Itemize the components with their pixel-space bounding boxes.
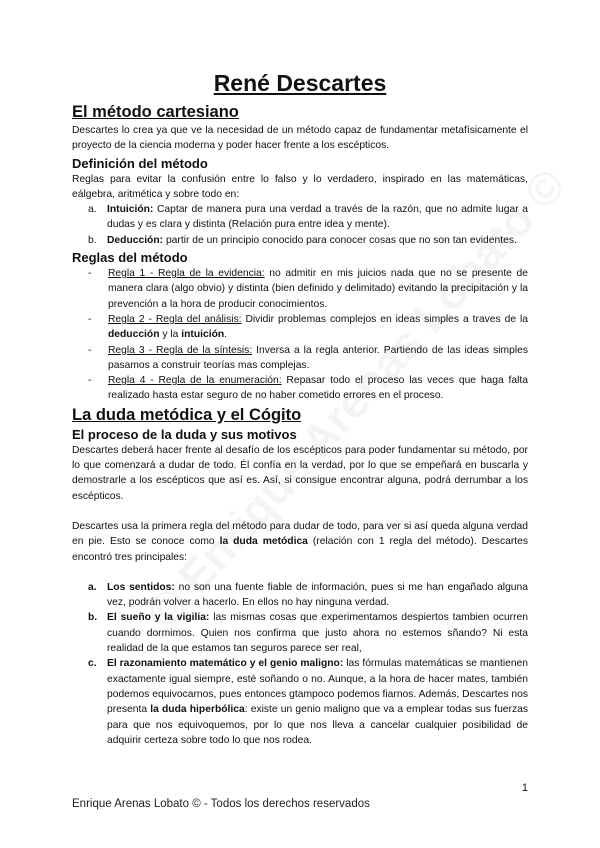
item-text: : existe un genio maligno que va a emplear todas sus fuerzas para que nos equivoquemos, por lo que nos lleva a cancelar cualquier posibilidad de adquirir certeza sobre todo lo que nos rodea.: [107, 704, 528, 746]
list-item: [72, 580, 528, 611]
list-marker: -: [88, 268, 92, 280]
motives-list: [72, 580, 528, 748]
paragraph: Descartes deberá hacer frente al desafío de los escépticos para poder fundamentar su método, por lo que comenzará a dudar de todo. Él confía en la verdad, por lo que se empeñará en buscarla y demostrarle a los escépticos que así es. Así, si consigue encontrar alguna, podrá derrumbar a los escépticos.: [72, 444, 528, 502]
item-text: y la: [159, 329, 182, 341]
item-text: las mismas cosas que experimentamos despiertos tambien ocurren cuando dormimos. Quien nos confirma que justo ahora no estemos sñando? Ni esta realidad de la que estamos tan seguros parece ser real,: [107, 612, 528, 655]
term: El razonamiento matemático y el genio maligno:: [107, 658, 344, 670]
item-text: Captar de manera pura una verdad a través de la razón, que no admite lugar a dudas y es clara y distinta (Relación pura entre idea y mente).: [107, 204, 528, 231]
rules-list: [72, 266, 528, 404]
item-text: partir de un principio conocido para conocer cosas que no son tan evidentes.: [163, 234, 517, 246]
paragraph: [72, 519, 528, 565]
bold-term: la duda metódica: [219, 536, 308, 548]
list-item: [72, 202, 528, 233]
list-item: [72, 373, 528, 404]
bold-term: la duda hiperbólica: [150, 704, 245, 716]
item-text: las fórmulas matemáticas se mantienen exactamente igual siempre, esté soñando o no. Aunque, a la hora de hacer mates, también podemos equivocarnos, pues entonces gtampoco podemos fiarnos. Además, Descartes nos presenta: [107, 658, 529, 716]
list-marker: -: [88, 344, 92, 356]
item-text: .: [224, 329, 228, 341]
subheading-reglas: Reglas del método: [72, 250, 188, 266]
page-content: [72, 70, 528, 748]
item-text: Inversa a la regla anterior. Partiendo de las ideas simples pasamos a construir teorías mas complejas.: [108, 344, 528, 371]
page-footer: Enrique Arenas Lobato © - Todos los derechos reservados: [72, 798, 370, 810]
spacer: [72, 565, 528, 580]
term: Deducción:: [107, 234, 164, 246]
list-item: [72, 312, 528, 343]
list-item: [72, 656, 528, 748]
list-item: [72, 266, 528, 312]
bold-term: deducción: [108, 329, 160, 341]
page-title: René Descartes: [213, 70, 387, 96]
term: El sueño y la vigilia:: [107, 612, 210, 624]
list-marker: -: [88, 375, 92, 387]
item-text: no son una fuente fiable de información, pues si me han engañado alguna vez, podrán volver a hacerlo. En ellos no hay ninguna verdad.: [107, 581, 528, 609]
subheading-proceso: El proceso de la duda y sus motivos: [72, 426, 297, 442]
rule-label: Regla 1 - Regla de la evidencia:: [108, 268, 265, 280]
rule-label: Regla 4 - Regla de la enumeración:: [108, 375, 282, 387]
list-marker: b.: [88, 234, 97, 246]
spacer: [72, 504, 528, 519]
item-text: Dividir problemas complejos en ideas simples a traves de la: [241, 313, 528, 325]
list-item: [72, 610, 528, 656]
paragraph-text: Descartes usa la primera regla del método para dudar de todo, para ver si así queda alguna verdad en pie. Esto se conoce como: [72, 520, 528, 548]
list-marker: -: [88, 313, 92, 325]
bold-term: intuición: [181, 329, 225, 341]
section-heading-metodo: El método cartesiano: [72, 103, 239, 121]
definition-list: [72, 202, 528, 248]
item-text: no admitir en mis juicios nada que no se presente de manera clara (algo obvio) y distinta (bien definido y delimitado) evitando la precipitación y la prevención a la hora de producir conocimientos.: [108, 268, 528, 310]
paragraph: Descartes lo crea ya que ve la necesidad de un método capaz de fundamentar metafísicamente el proyecto de la ciencia moderna y poder hacer frente a los escépticos.: [72, 125, 528, 152]
term: Los sentidos:: [107, 581, 175, 593]
section-heading-duda: La duda metódica y el Cógito: [72, 405, 302, 424]
list-item: [72, 233, 528, 248]
list-marker: c.: [88, 658, 97, 670]
paragraph-text: (relación con 1 regla del método). Descartes encontró tres principales:: [72, 536, 528, 563]
paragraph: Reglas para evitar la confusión entre lo falso y lo verdadero, inspirado en las matemáticas, eálgebra, aritmética y sobre todo en:: [72, 173, 528, 200]
item-text: Repasar todo el proceso las veces que haga falta realizado hasta estar seguro de no haber cometido errores en el proceso.: [108, 375, 528, 402]
subheading-definicion: Definición del método: [72, 155, 208, 171]
list-marker: a.: [88, 204, 97, 216]
list-item: [72, 343, 528, 374]
term: Intuición:: [107, 204, 154, 216]
page-number: 1: [521, 782, 528, 794]
rule-label: Regla 2 - Regla del análisis:: [108, 313, 242, 325]
rule-label: Regla 3 - Regla de la síntesis:: [108, 344, 253, 356]
list-marker: a.: [88, 581, 97, 593]
list-marker: b.: [88, 612, 98, 624]
